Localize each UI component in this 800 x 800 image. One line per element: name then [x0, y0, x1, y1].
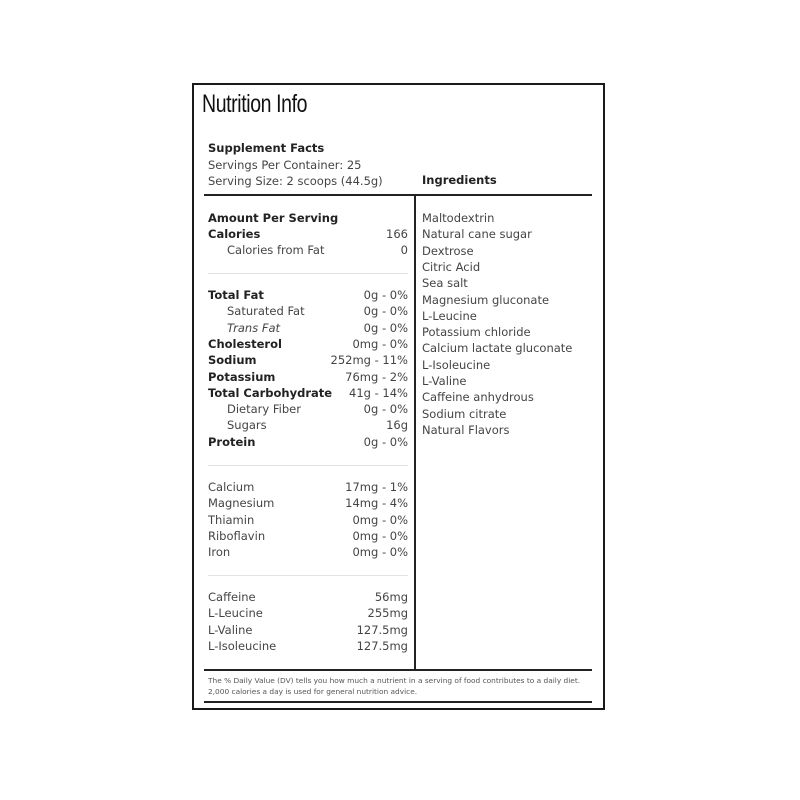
nutrient-label: Calcium — [208, 480, 255, 494]
nutrient-value: 0g - 0% — [363, 434, 408, 449]
column-divider — [414, 194, 416, 670]
ingredient-item: Maltodextrin — [422, 211, 495, 225]
nutrient-value: 0g - 0% — [363, 320, 408, 335]
nutrient-value: 0g - 0% — [363, 288, 408, 302]
nutrient-value: 166 — [386, 227, 408, 241]
nutrient-value: 17mg - 1% — [345, 480, 408, 494]
nutrient-row — [208, 336, 408, 352]
ingredient-item: Dextrose — [422, 243, 474, 258]
nutrient-label: Magnesium — [208, 496, 275, 511]
ingredient-item: Magnesium gluconate — [422, 292, 550, 307]
nutrient-row — [208, 287, 408, 303]
nutrient-value: 0mg - 0% — [352, 336, 408, 351]
ingredient-item: Sodium citrate — [422, 406, 507, 421]
nutrient-value: 252mg - 11% — [330, 353, 408, 368]
section-divider — [208, 273, 408, 274]
nutrient-label: L-Isoleucine — [208, 638, 277, 653]
nutrient-row — [208, 512, 408, 528]
nutrient-row — [208, 622, 408, 638]
nutrient-row — [208, 495, 408, 511]
footnote-line-2: 2,000 calories a day is used for general nutrition advice. — [208, 687, 418, 696]
nutrient-row — [208, 320, 408, 336]
nutrient-label: Thiamin — [208, 512, 255, 527]
nutrient-value: 56mg — [374, 590, 408, 604]
nutrient-value: 0 — [400, 243, 408, 258]
nutrient-row — [208, 528, 408, 544]
header-divider — [204, 194, 592, 196]
nutrient-value: 0mg - 0% — [352, 528, 408, 543]
nutrient-value: 76mg - 2% — [345, 369, 408, 384]
nutrient-value: 127.5mg — [356, 622, 408, 637]
nutrient-row — [208, 589, 408, 605]
nutrient-label: Trans Fat — [227, 320, 281, 335]
nutrient-label: Iron — [208, 545, 231, 560]
ingredient-item: Sea salt — [422, 276, 468, 291]
serving-size: Serving Size: 2 scoops (44.5g) — [208, 174, 383, 188]
nutrient-row — [208, 544, 408, 560]
nutrient-row — [208, 605, 408, 621]
amount-per-serving: Amount Per Serving — [208, 211, 339, 225]
nutrient-label: Caffeine — [208, 590, 256, 604]
nutrient-row — [208, 303, 408, 319]
section-divider — [208, 575, 408, 576]
nutrient-label: Sugars — [227, 418, 267, 433]
nutrient-label: Protein — [208, 434, 256, 449]
nutrient-row — [208, 385, 408, 401]
nutrient-label: Dietary Fiber — [227, 402, 301, 417]
nutrient-label: L-Leucine — [208, 606, 263, 621]
nutrient-value: 0g - 0% — [363, 304, 408, 319]
ingredient-item: Calcium lactate gluconate — [422, 341, 573, 356]
footer-divider-bottom — [204, 701, 592, 703]
nutrient-label: Riboflavin — [208, 528, 266, 543]
nutrient-row — [208, 479, 408, 495]
nutrient-label: Calories from Fat — [227, 243, 325, 258]
nutrient-value: 14mg - 4% — [345, 496, 408, 511]
nutrient-label: Calories — [208, 227, 261, 241]
nutrient-value: 127.5mg — [356, 638, 408, 653]
nutrient-value: 16g — [386, 418, 408, 433]
nutrient-value: 0mg - 0% — [352, 545, 408, 560]
nutrient-row — [208, 352, 408, 368]
nutrient-row — [208, 226, 408, 242]
footnote — [208, 675, 598, 697]
nutrient-row — [208, 434, 408, 450]
ingredient-item: L-Valine — [422, 374, 467, 388]
nutrient-row — [208, 638, 408, 654]
nutrient-label: Saturated Fat — [227, 304, 305, 319]
nutrient-value: 41g - 14% — [349, 385, 408, 400]
nutrient-row — [208, 417, 408, 433]
nutrient-value: 255mg — [367, 606, 408, 621]
ingredient-item: Caffeine anhydrous — [422, 390, 534, 405]
nutrient-row — [208, 242, 408, 258]
nutrient-value: 0g - 0% — [363, 402, 408, 417]
section-divider — [208, 465, 408, 466]
servings-per-container: Servings Per Container: 25 — [208, 158, 362, 172]
nutrient-value: 0mg - 0% — [352, 512, 408, 527]
ingredient-item: Natural cane sugar — [422, 227, 532, 242]
nutrient-row — [208, 401, 408, 417]
footer-divider-top — [204, 669, 592, 671]
ingredients-heading: Ingredients — [422, 173, 497, 187]
page-title: Nutrition Info — [202, 90, 308, 118]
ingredient-item: L-Isoleucine — [422, 357, 491, 372]
nutrient-label: Sodium — [208, 353, 257, 368]
nutrient-label: Potassium — [208, 369, 276, 384]
nutrient-row — [208, 369, 408, 385]
footnote-line-1: The % Daily Value (DV) tells you how much a nutrient in a serving of food contributes to a daily diet. — [208, 676, 581, 685]
nutrient-label: Total Fat — [208, 288, 264, 302]
ingredient-item: Citric Acid — [422, 259, 481, 274]
nutrient-label: Total Carbohydrate — [208, 385, 333, 400]
ingredient-item: Natural Flavors — [422, 422, 510, 437]
nutrient-label: Cholesterol — [208, 336, 282, 351]
supplement-facts-heading: Supplement Facts — [208, 141, 325, 155]
nutrient-label: L-Valine — [208, 622, 253, 637]
ingredient-item: Potassium chloride — [422, 325, 531, 340]
ingredient-item: L-Leucine — [422, 308, 477, 323]
